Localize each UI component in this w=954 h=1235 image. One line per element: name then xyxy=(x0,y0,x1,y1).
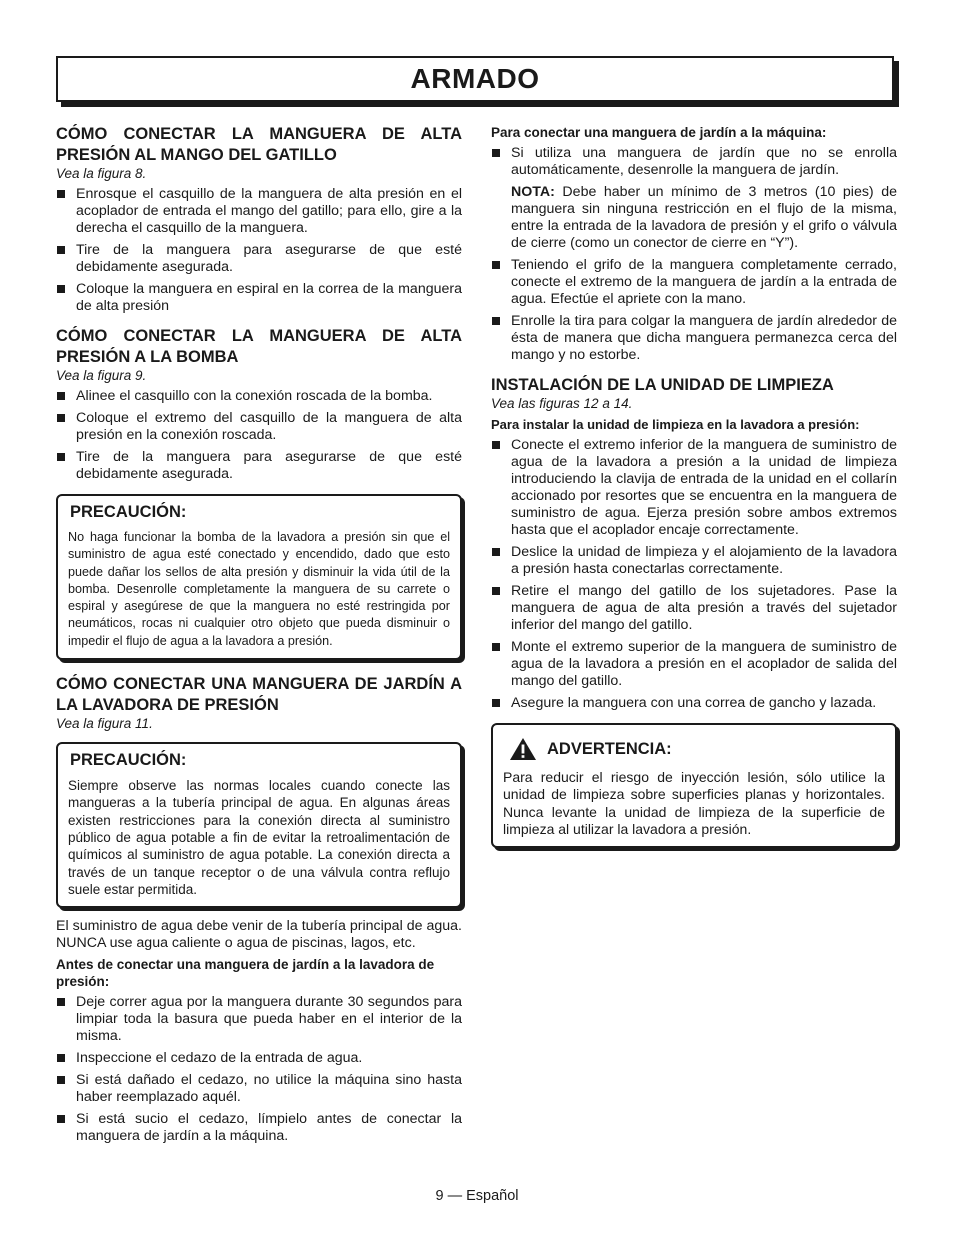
figure-ref: Vea la figura 11. xyxy=(56,716,153,732)
right-column xyxy=(491,124,897,848)
bullet-list xyxy=(491,145,897,179)
figure-ref: Vea la figura 9. xyxy=(56,368,147,383)
figure-ref: Vea las figuras 12 a 14. xyxy=(491,396,633,411)
list-item: Deslice la unidad de limpieza y el alojamiento de la lavadora a presión hasta conectarlas correctamente. xyxy=(491,544,897,578)
section-heading-garden-hose: CÓMO CONECTAR UNA MANGUERA DE JARDÍN A LA LAVADORA DE PRESIÓN xyxy=(56,675,462,715)
bullet-list xyxy=(56,388,462,483)
list-item: Tire de la manguera para asegurarse de que esté debidamente asegurada. xyxy=(56,449,462,483)
bullet-list xyxy=(491,437,897,712)
warning-triangle-icon xyxy=(509,737,537,761)
install-cleaning-unit-label: Para instalar la unidad de limpieza en la lavadora a presión: xyxy=(491,417,860,432)
warning-box xyxy=(491,723,897,848)
list-item: Coloque el extremo del casquillo de la manguera de alta presión en la conexión roscada. xyxy=(56,410,462,444)
list-item: Deje correr agua por la manguera durante 30 segundos para limpiar toda la basura que pueda haber en el interior de la misma. xyxy=(56,994,462,1045)
warning-title: ADVERTENCIA: xyxy=(547,739,672,758)
caution-text: No haga funcionar la bomba de la lavadora a presión sin que el suministro de agua esté conectado y encendido, dado que esto puede dañar los sellos de alta presión y disminuir la vida útil de la bomba. Desenrolle completamente la manguera de su carrete o espiral y asegúrese de que la manguera no esté restringida por neumáticos, rocas ni cualquier otro objeto que pueda disminuir o impedir el flujo de agua a la lavadora a presión. xyxy=(68,530,450,648)
water-supply-paragraph: El suministro de agua debe venir de la tubería principal de agua. NUNCA use agua caliente o agua de piscinas, lagos, etc. xyxy=(56,918,462,952)
list-item: Retire el mango del gatillo de los sujetadores. Pase la manguera de agua de alta presión a través del sujetador inferior del mango del gatillo. xyxy=(491,583,897,634)
page-title: ARMADO xyxy=(410,63,540,94)
bullet-list xyxy=(491,257,897,364)
section-heading-cleaning-unit: INSTALACIÓN DE LA UNIDAD DE LIMPIEZA xyxy=(491,376,834,394)
note-text: Debe haber un mínimo de 3 metros (10 pies) de manguera sin ninguna restricción en el flujo de la misma, entre la entrada de la lavadora de presión y el grifo o válvula de cierre (como un conector de cierre en “Y”). xyxy=(511,184,897,251)
list-item: Inspeccione el cedazo de la entrada de agua. xyxy=(56,1050,462,1067)
caution-box xyxy=(56,494,462,660)
list-item: Si está dañado el cedazo, no utilice la máquina sino hasta haber reemplazado aquél. xyxy=(56,1072,462,1106)
list-item: Teniendo el grifo de la manguera completamente cerrado, conecte el extremo de la manguera de jardín a la entrada de agua. Efectúe el apriete con la mano. xyxy=(491,257,897,308)
list-item: Monte el extremo superior de la manguera de suministro de agua de la lavadora a presión en el acoplador de salida del mango del gatillo. xyxy=(491,639,897,690)
note-label: NOTA: xyxy=(511,184,555,200)
bullet-list xyxy=(56,994,462,1145)
list-item: Coloque la manguera en espiral en la correa de la manguera de alta presión xyxy=(56,281,462,315)
list-item: Enrosque el casquillo de la manguera de alta presión en el acoplador de entrada el mango del gatillo; para ello, gire a la derecha el casquillo de la manguera. xyxy=(56,186,462,237)
list-item: Si utiliza una manguera de jardín que no se enrolla automáticamente, desenrolle la manguera de jardín. xyxy=(491,145,897,179)
note-paragraph xyxy=(511,184,897,252)
page-footer: 9 — Español xyxy=(435,1188,519,1204)
bullet-list xyxy=(56,186,462,315)
before-connecting-label: Antes de conectar una manguera de jardín a la lavadora de presión: xyxy=(56,957,435,990)
section-heading-pump-hose: CÓMO CONECTAR LA MANGUERA DE ALTA PRESIÓN A LA BOMBA xyxy=(56,327,462,366)
list-item: Si está sucio el cedazo, límpielo antes de conectar la manguera de jardín a la máquina. xyxy=(56,1111,462,1145)
list-item: Conecte el extremo inferior de la manguera de suministro de agua de la lavadora a presión a la unidad de limpieza introduciendo la clavija de entrada de la unidad en el collarín accionado por resortes que se encuentra en la manguera de suministro de agua. Ejerza presión sobre ambos extremos hasta que el acoplador encaje correctamente. xyxy=(491,437,897,539)
list-item: Tire de la manguera para asegurarse de que esté debidamente asegurada. xyxy=(56,242,462,276)
caution-box xyxy=(56,742,462,908)
connect-garden-hose-label: Para conectar una manguera de jardín a la máquina: xyxy=(491,125,827,140)
caution-text: Siempre observe las normas locales cuando conecte las mangueras a la tubería principal de agua. En algunas áreas existen restricciones para la conexión directa al suministro público de agua potable a fin de evitar la retroalimentación de químicos al suministro de agua potable. La conexión directa a través de un tanque receptor o de una válvula contra reflujo suele estar permitida. xyxy=(68,778,450,897)
left-column xyxy=(56,124,462,1150)
list-item: Alinee el casquillo con la conexión roscada de la bomba. xyxy=(56,388,462,405)
section-heading-trigger-hose: CÓMO CONECTAR LA MANGUERA DE ALTA PRESIÓN AL MANGO DEL GATILLO xyxy=(56,125,462,164)
warning-header xyxy=(509,737,885,761)
page-title-box xyxy=(56,56,894,102)
list-item: Enrolle la tira para colgar la manguera de jardín alrededor de ésta de manera que dicha manguera permanezca cerca del mango y no estorbe. xyxy=(491,313,897,364)
caution-title: PRECAUCIÓN: xyxy=(70,751,187,770)
warning-text: Para reducir el riesgo de inyección lesión, sólo utilice la unidad de limpieza sobre superficies planas y horizontales. Nunca levante la unidad de limpieza de la superficie de limpieza al utilizar la lavadora a presión. xyxy=(503,769,885,837)
figure-ref: Vea la figura 8. xyxy=(56,166,147,181)
list-item: Asegure la manguera con una correa de gancho y lazada. xyxy=(491,695,897,712)
caution-title: PRECAUCIÓN: xyxy=(70,503,187,521)
